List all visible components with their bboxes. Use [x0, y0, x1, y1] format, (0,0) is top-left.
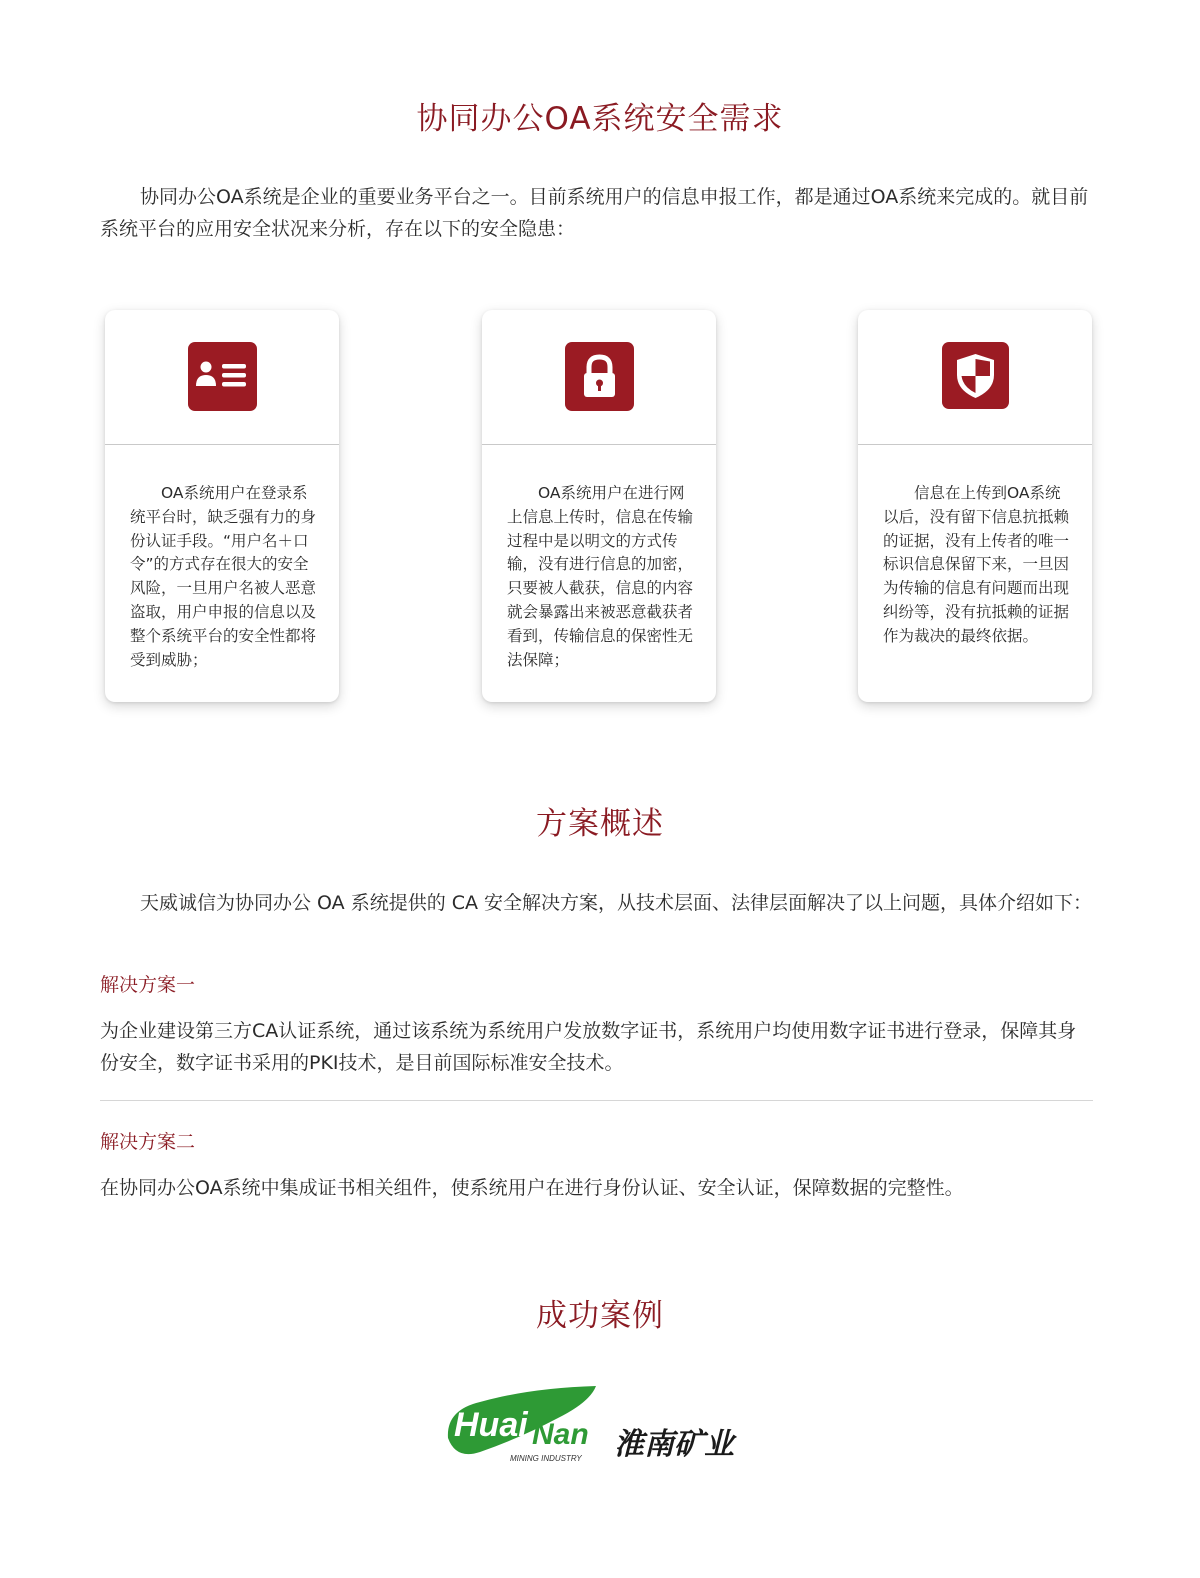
- lock-icon: [565, 342, 634, 411]
- security-intro-paragraph: 协同办公OA系统是企业的重要业务平台之一。目前系统用户的信息申报工作，都是通过OA系统来完成的。就目前系统平台的应用安全状况来分析，存在以下的安全隐患：: [100, 186, 1089, 240]
- risk-card-identity: [105, 310, 339, 702]
- shield-icon: [942, 342, 1009, 409]
- risk-card-text: OA系统用户在登录系统平台时，缺乏强有力的身份认证手段。“用户名＋口令”的方式存在很大的安全风险，一旦用户名被人恶意盗取，用户申报的信息以及整个系统平台的安全性都将受到威胁；: [130, 484, 317, 669]
- solution-one-label: 解决方案一: [100, 974, 196, 996]
- svg-text:MINING INDUSTRY: MINING INDUSTRY: [510, 1454, 582, 1463]
- section-title-security-needs: 协同办公OA系统安全需求: [416, 101, 784, 137]
- svg-text:淮南矿业: 淮南矿业: [614, 1427, 734, 1462]
- risk-card-text: 信息在上传到OA系统以后，没有留下信息抗抵赖的证据，没有上传者的唯一标识信息保留下来，一旦因为传输的信息有问题而出现纠纷等，没有抗抵赖的证据作为裁决的最终依据。: [883, 484, 1070, 645]
- section-title-success-cases: 成功案例: [536, 1298, 664, 1334]
- solution-intro-paragraph: 天威诚信为协同办公 OA 系统提供的 CA 安全解决方案，从技术层面、法律层面解决了以上问题，具体介绍如下：: [140, 892, 1093, 914]
- solution-two-label: 解决方案二: [100, 1131, 196, 1153]
- risk-card-transmission: [482, 310, 716, 702]
- risk-card-text: OA系统用户在进行网上信息上传时，信息在传输过程中是以明文的方式传输，没有进行信息的加密，只要被人截获，信息的内容就会暴露出来被恶意截获者看到，传输信息的保密性无法保障；: [507, 484, 694, 669]
- section-title-solution-overview: 方案概述: [536, 806, 664, 842]
- huainan-mining-logo: [440, 1380, 760, 1470]
- card-icon-area: [858, 310, 1092, 445]
- solution-two-text: 在协同办公OA系统中集成证书相关组件，使系统用户在进行身份认证、安全认证，保障数据的完整性。: [100, 1177, 964, 1199]
- id-card-icon: [188, 342, 257, 411]
- card-icon-area: [482, 310, 716, 445]
- divider: [100, 1100, 1093, 1101]
- card-icon-area: [105, 310, 339, 445]
- solution-one-text: 为企业建设第三方CA认证系统，通过该系统为系统用户发放数字证书，系统用户均使用数字证书进行登录，保障其身份安全，数字证书采用的PKI技术，是目前国际标准安全技术。: [100, 1020, 1077, 1074]
- risk-card-nonrepudiation: [858, 310, 1092, 702]
- svg-text:Huai: Huai: [454, 1406, 528, 1444]
- svg-text:Nan: Nan: [532, 1418, 589, 1451]
